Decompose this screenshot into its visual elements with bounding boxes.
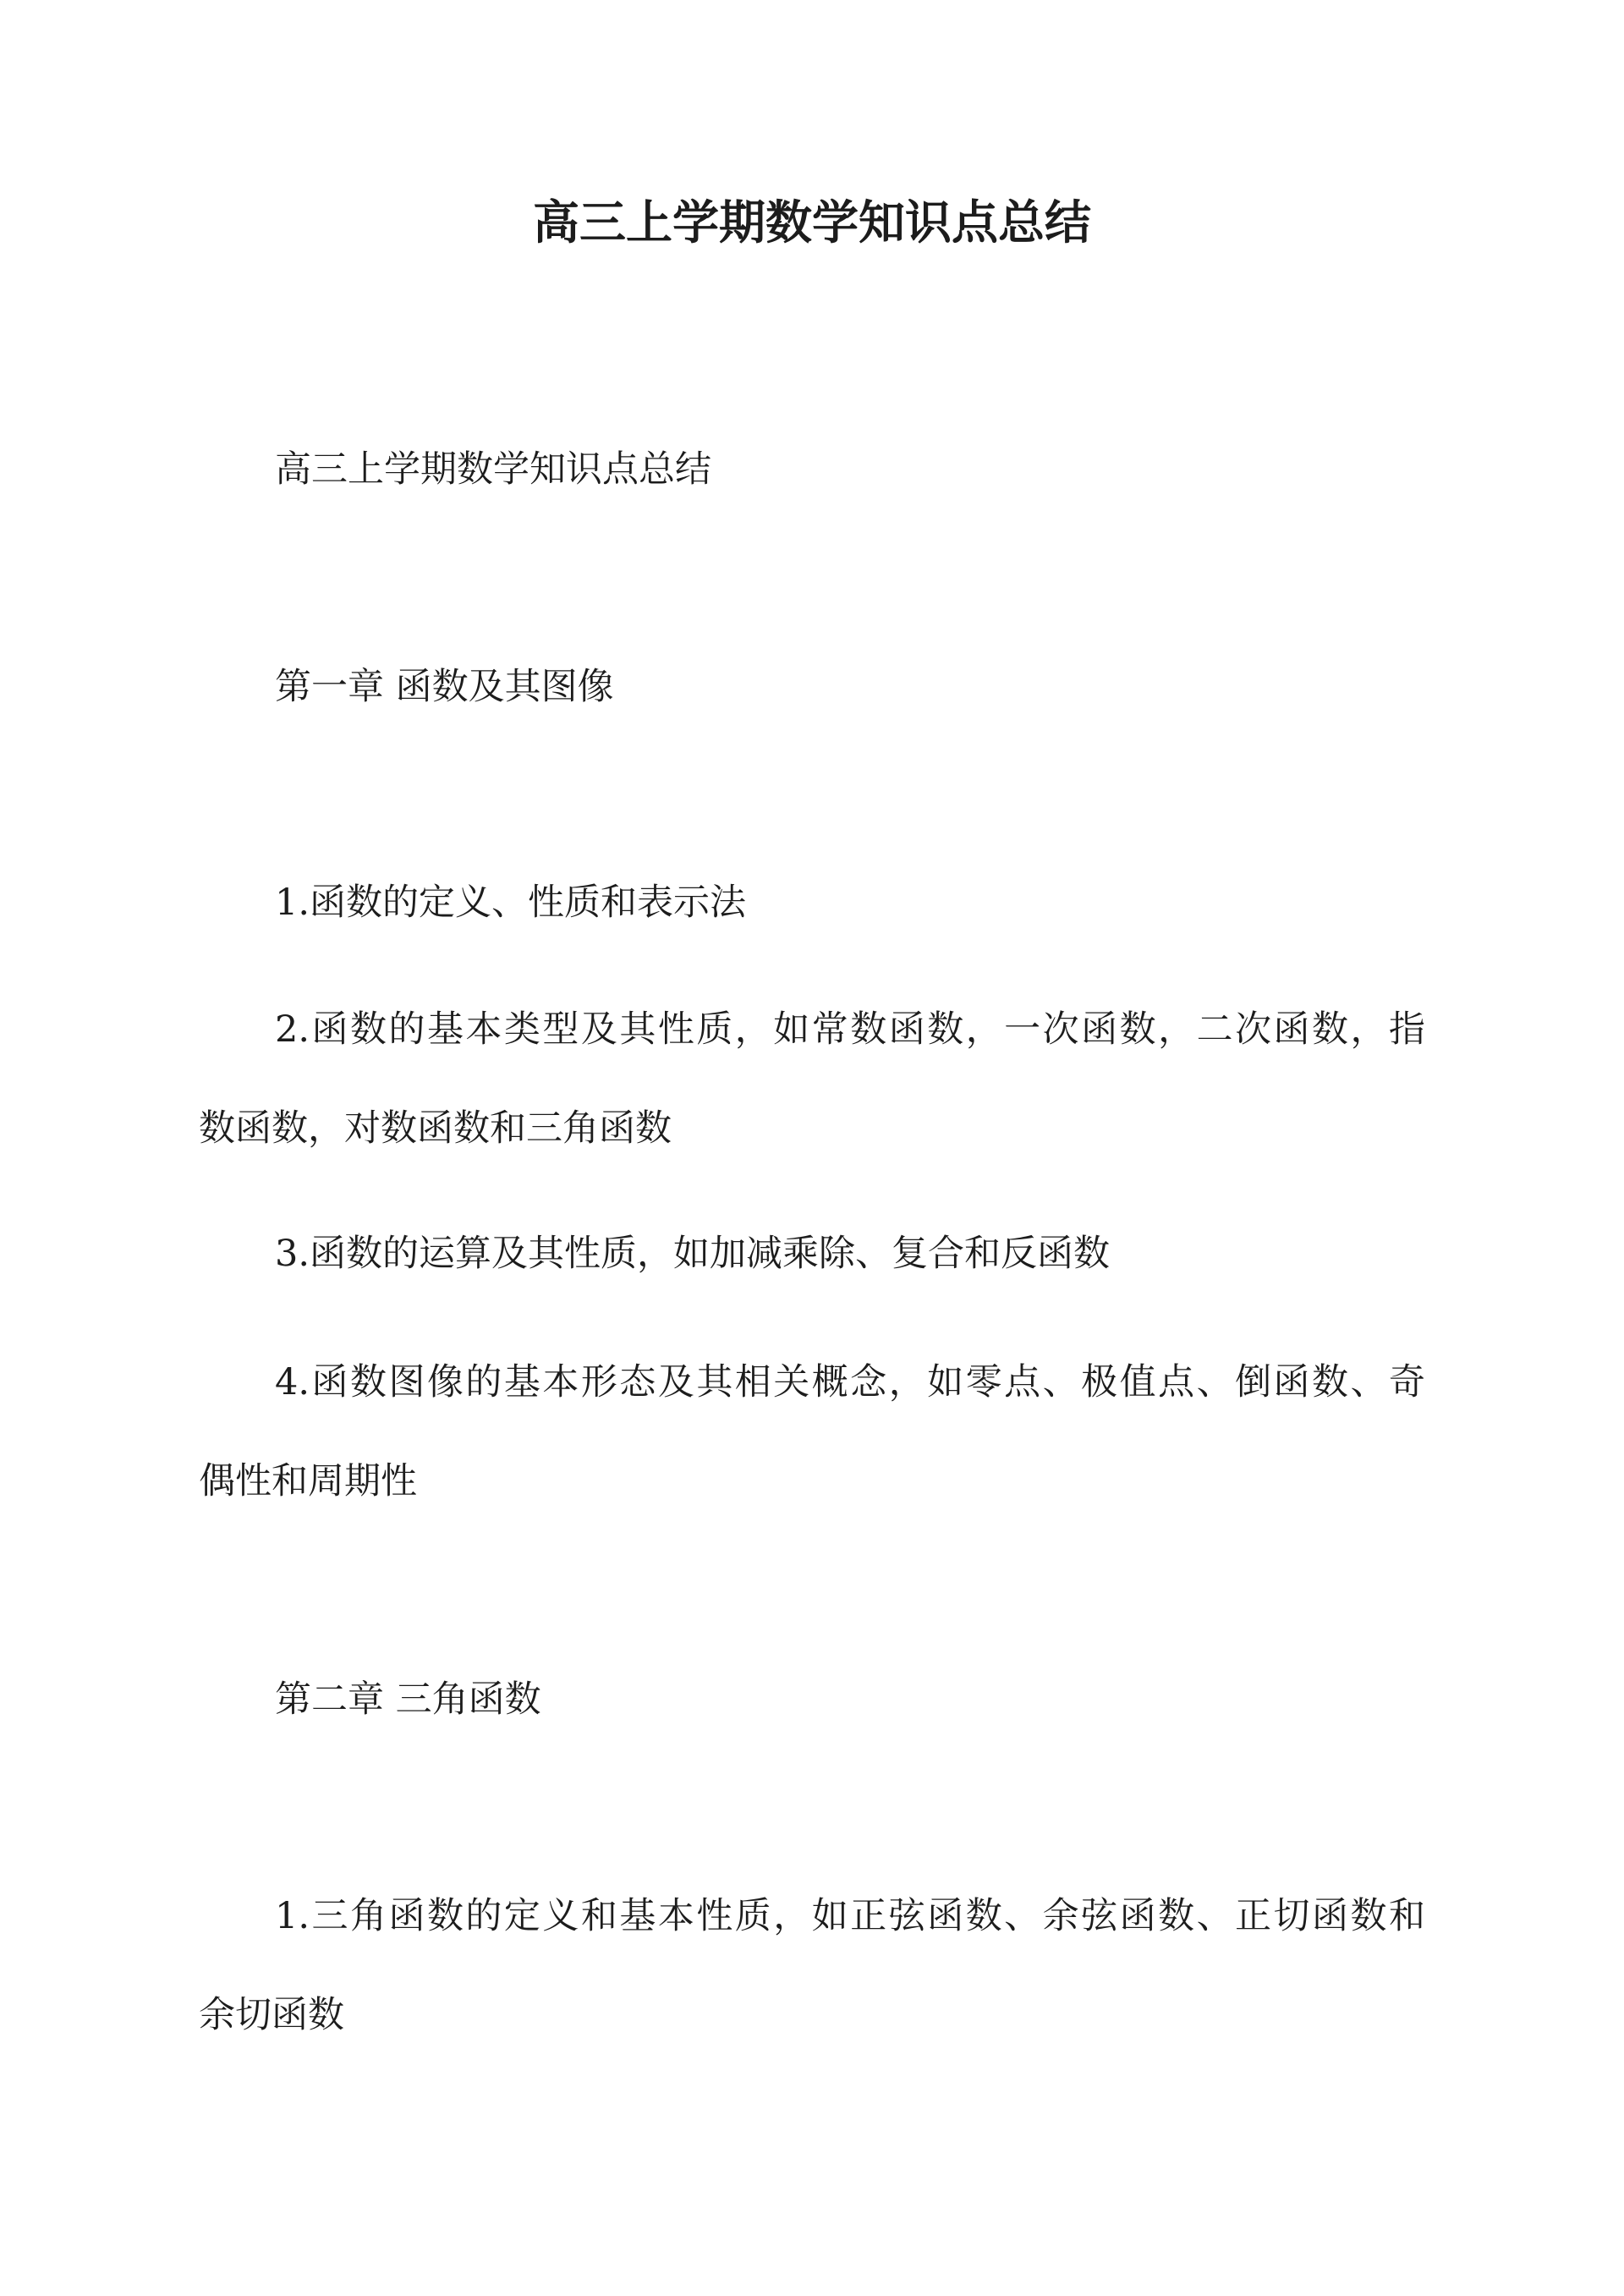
chapter-2-item-1-line-2: 余切函数 (199, 1994, 344, 2036)
chapter-1-item-2-line-1: 2.函数的基本类型及其性质，如常数函数，一次函数，二次函数，指 (275, 1008, 1425, 1051)
chapter-1-item-1: 1.函数的定义、性质和表示法 (275, 882, 747, 924)
chapter-2-heading: 第二章 三角函数 (275, 1678, 541, 1721)
intro-line: 高三上学期数学知识点总结 (275, 448, 711, 491)
chapter-1-item-2-line-2: 数函数，对数函数和三角函数 (199, 1107, 672, 1150)
chapter-1-item-4-line-2: 偶性和周期性 (199, 1460, 417, 1502)
document-title: 高三上学期数学知识点总结 (532, 195, 1091, 250)
chapter-2-item-1-line-1: 1.三角函数的定义和基本性质，如正弦函数、余弦函数、正切函数和 (275, 1895, 1425, 1937)
chapter-1-heading: 第一章 函数及其图像 (275, 666, 614, 708)
chapter-1-item-4-line-1: 4.函数图像的基本形态及其相关概念，如零点、极值点、倒函数、奇 (275, 1361, 1425, 1403)
chapter-1-item-3: 3.函数的运算及其性质，如加减乘除、复合和反函数 (275, 1233, 1111, 1275)
